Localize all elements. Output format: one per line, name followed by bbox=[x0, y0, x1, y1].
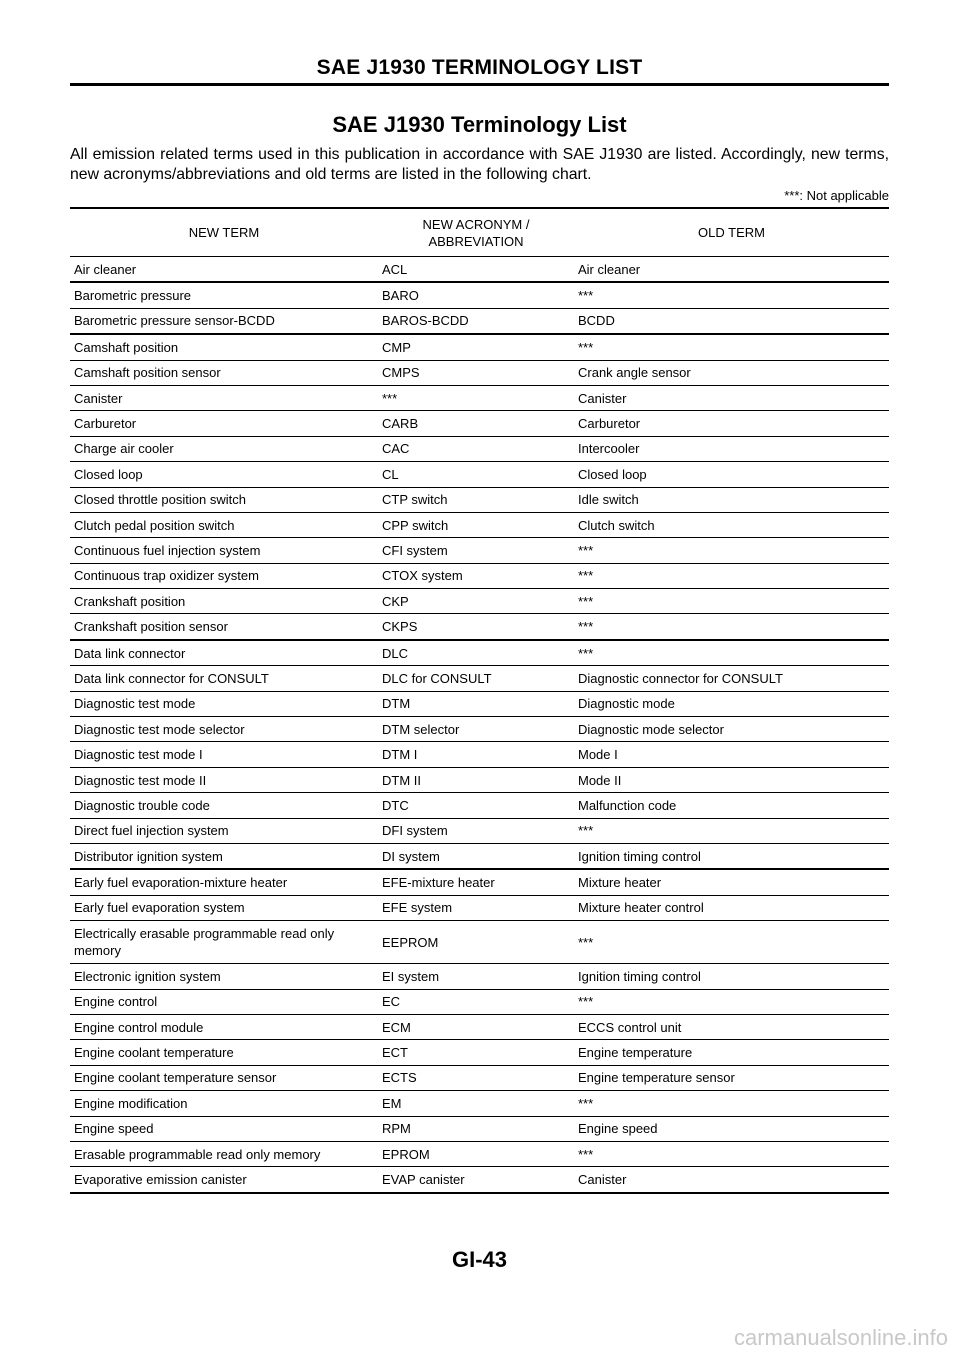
cell-new-acronym: CPP switch bbox=[378, 512, 574, 537]
cell-new-term: Engine coolant temperature bbox=[70, 1040, 378, 1065]
table-row bbox=[70, 334, 889, 360]
cell-new-term: Canister bbox=[70, 385, 378, 410]
cell-new-term: Clutch pedal position switch bbox=[70, 512, 378, 537]
cell-new-acronym: CAC bbox=[378, 436, 574, 461]
table-row bbox=[70, 869, 889, 895]
table-row bbox=[70, 691, 889, 716]
table-row bbox=[70, 767, 889, 792]
table-row bbox=[70, 436, 889, 461]
table-row bbox=[70, 818, 889, 843]
cell-new-acronym: EI system bbox=[378, 964, 574, 989]
table-body bbox=[70, 257, 889, 1193]
cell-new-acronym: DLC bbox=[378, 640, 574, 666]
cell-new-term: Engine control bbox=[70, 989, 378, 1014]
cell-old-term: *** bbox=[574, 589, 889, 614]
cell-old-term: Mixture heater bbox=[574, 869, 889, 895]
table-row bbox=[70, 640, 889, 666]
page-number: GI-43 bbox=[451, 1247, 508, 1272]
cell-new-acronym: EFE-mixture heater bbox=[378, 869, 574, 895]
cell-new-term: Electrically erasable programmable read only memory bbox=[70, 921, 378, 964]
cell-old-term: *** bbox=[574, 921, 889, 964]
cell-new-acronym: ACL bbox=[378, 257, 574, 283]
cell-new-acronym: CKP bbox=[378, 589, 574, 614]
cell-new-term: Diagnostic test mode II bbox=[70, 767, 378, 792]
table-row bbox=[70, 538, 889, 563]
table-row bbox=[70, 666, 889, 691]
cell-new-term: Electronic ignition system bbox=[70, 964, 378, 989]
cell-new-term: Data link connector bbox=[70, 640, 378, 666]
cell-new-acronym: EEPROM bbox=[378, 921, 574, 964]
cell-new-term: Engine control module bbox=[70, 1014, 378, 1039]
cell-new-term: Diagnostic trouble code bbox=[70, 793, 378, 818]
cell-old-term: Closed loop bbox=[574, 462, 889, 487]
cell-new-acronym: CKPS bbox=[378, 614, 574, 640]
cell-new-term: Evaporative emission canister bbox=[70, 1167, 378, 1193]
table-row bbox=[70, 843, 889, 869]
cell-new-term: Camshaft position sensor bbox=[70, 360, 378, 385]
header-rule bbox=[70, 83, 889, 86]
table-row bbox=[70, 512, 889, 537]
cell-old-term: *** bbox=[574, 614, 889, 640]
cell-old-term: *** bbox=[574, 818, 889, 843]
cell-new-term: Engine coolant temperature sensor bbox=[70, 1065, 378, 1090]
cell-old-term: *** bbox=[574, 334, 889, 360]
cell-old-term: Mode I bbox=[574, 742, 889, 767]
cell-new-term: Diagnostic test mode selector bbox=[70, 717, 378, 742]
table-row bbox=[70, 411, 889, 436]
table-row bbox=[70, 487, 889, 512]
cell-old-term: Clutch switch bbox=[574, 512, 889, 537]
table-row bbox=[70, 717, 889, 742]
cell-new-term: Closed loop bbox=[70, 462, 378, 487]
cell-new-acronym: DLC for CONSULT bbox=[378, 666, 574, 691]
section-title: SAE J1930 Terminology List bbox=[332, 112, 627, 137]
cell-new-acronym: BAROS-BCDD bbox=[378, 308, 574, 334]
cell-new-term: Air cleaner bbox=[70, 257, 378, 283]
cell-new-acronym: CL bbox=[378, 462, 574, 487]
page-header-title: SAE J1930 TERMINOLOGY LIST bbox=[316, 56, 643, 79]
cell-new-acronym: RPM bbox=[378, 1116, 574, 1141]
cell-old-term: Carburetor bbox=[574, 411, 889, 436]
cell-new-term: Continuous fuel injection system bbox=[70, 538, 378, 563]
table-row bbox=[70, 257, 889, 283]
cell-new-term: Crankshaft position bbox=[70, 589, 378, 614]
table-row bbox=[70, 563, 889, 588]
cell-new-acronym: EFE system bbox=[378, 895, 574, 920]
cell-old-term: *** bbox=[574, 989, 889, 1014]
table-row bbox=[70, 360, 889, 385]
table-header bbox=[70, 208, 889, 257]
cell-old-term: Mixture heater control bbox=[574, 895, 889, 920]
cell-new-term: Carburetor bbox=[70, 411, 378, 436]
table-row bbox=[70, 1014, 889, 1039]
cell-new-acronym: DTM I bbox=[378, 742, 574, 767]
cell-new-acronym: DTM bbox=[378, 691, 574, 716]
cell-old-term: Air cleaner bbox=[574, 257, 889, 283]
not-applicable-note: ***: Not applicable bbox=[784, 188, 889, 203]
cell-new-acronym: ECM bbox=[378, 1014, 574, 1039]
cell-new-acronym: CTP switch bbox=[378, 487, 574, 512]
header-new-term: NEW TERM bbox=[70, 208, 378, 257]
cell-new-acronym: BARO bbox=[378, 282, 574, 308]
header-old-term: OLD TERM bbox=[574, 208, 889, 257]
table-row bbox=[70, 1091, 889, 1116]
table-row bbox=[70, 282, 889, 308]
cell-new-term: Barometric pressure bbox=[70, 282, 378, 308]
cell-old-term: Engine temperature bbox=[574, 1040, 889, 1065]
intro-paragraph: All emission related terms used in this publication in accordance with SAE J1930 are listed. Accordingly, new terms, new acronyms/abbreviations and old terms are listed in the following chart. bbox=[70, 146, 889, 183]
cell-new-term: Engine modification bbox=[70, 1091, 378, 1116]
cell-old-term: Diagnostic mode bbox=[574, 691, 889, 716]
cell-new-term: Erasable programmable read only memory bbox=[70, 1141, 378, 1166]
cell-old-term: BCDD bbox=[574, 308, 889, 334]
cell-new-acronym: DI system bbox=[378, 843, 574, 869]
cell-old-term: *** bbox=[574, 1141, 889, 1166]
cell-old-term: *** bbox=[574, 563, 889, 588]
cell-new-acronym: CARB bbox=[378, 411, 574, 436]
cell-new-acronym: DTM selector bbox=[378, 717, 574, 742]
cell-new-term: Closed throttle position switch bbox=[70, 487, 378, 512]
table-row bbox=[70, 921, 889, 964]
terminology-table bbox=[70, 207, 889, 1194]
cell-new-term: Diagnostic test mode I bbox=[70, 742, 378, 767]
cell-new-term: Camshaft position bbox=[70, 334, 378, 360]
table-row bbox=[70, 308, 889, 334]
table-row bbox=[70, 589, 889, 614]
cell-new-acronym: DTC bbox=[378, 793, 574, 818]
cell-new-term: Distributor ignition system bbox=[70, 843, 378, 869]
cell-old-term: *** bbox=[574, 538, 889, 563]
table-row bbox=[70, 793, 889, 818]
cell-new-term: Data link connector for CONSULT bbox=[70, 666, 378, 691]
cell-new-acronym: EC bbox=[378, 989, 574, 1014]
cell-new-acronym: CTOX system bbox=[378, 563, 574, 588]
cell-old-term: Intercooler bbox=[574, 436, 889, 461]
cell-new-acronym: DFI system bbox=[378, 818, 574, 843]
table-row bbox=[70, 1116, 889, 1141]
cell-old-term: Crank angle sensor bbox=[574, 360, 889, 385]
cell-new-term: Charge air cooler bbox=[70, 436, 378, 461]
cell-new-acronym: ECTS bbox=[378, 1065, 574, 1090]
cell-new-term: Early fuel evaporation system bbox=[70, 895, 378, 920]
table-row bbox=[70, 742, 889, 767]
cell-new-acronym: CFI system bbox=[378, 538, 574, 563]
table-row bbox=[70, 964, 889, 989]
cell-old-term: Engine temperature sensor bbox=[574, 1065, 889, 1090]
cell-old-term: Mode II bbox=[574, 767, 889, 792]
cell-old-term: Ignition timing control bbox=[574, 964, 889, 989]
cell-new-term: Engine speed bbox=[70, 1116, 378, 1141]
cell-new-term: Continuous trap oxidizer system bbox=[70, 563, 378, 588]
cell-old-term: Canister bbox=[574, 1167, 889, 1193]
cell-new-acronym: DTM II bbox=[378, 767, 574, 792]
table-row bbox=[70, 989, 889, 1014]
cell-old-term: ECCS control unit bbox=[574, 1014, 889, 1039]
cell-new-acronym: CMP bbox=[378, 334, 574, 360]
table-row bbox=[70, 1141, 889, 1166]
cell-old-term: *** bbox=[574, 640, 889, 666]
cell-new-term: Diagnostic test mode bbox=[70, 691, 378, 716]
cell-new-acronym: EM bbox=[378, 1091, 574, 1116]
table-row bbox=[70, 1167, 889, 1193]
cell-old-term: Malfunction code bbox=[574, 793, 889, 818]
cell-new-term: Crankshaft position sensor bbox=[70, 614, 378, 640]
cell-new-term: Early fuel evaporation-mixture heater bbox=[70, 869, 378, 895]
cell-old-term: Diagnostic connector for CONSULT bbox=[574, 666, 889, 691]
watermark: carmanualsonline.info bbox=[733, 1325, 948, 1350]
cell-old-term: Canister bbox=[574, 385, 889, 410]
cell-old-term: Idle switch bbox=[574, 487, 889, 512]
table-row bbox=[70, 1040, 889, 1065]
cell-old-term: Diagnostic mode selector bbox=[574, 717, 889, 742]
cell-old-term: Ignition timing control bbox=[574, 843, 889, 869]
cell-new-acronym: EPROM bbox=[378, 1141, 574, 1166]
table-row bbox=[70, 614, 889, 640]
table-row bbox=[70, 895, 889, 920]
cell-new-acronym: *** bbox=[378, 385, 574, 410]
cell-new-acronym: EVAP canister bbox=[378, 1167, 574, 1193]
table-row bbox=[70, 1065, 889, 1090]
cell-new-term: Barometric pressure sensor-BCDD bbox=[70, 308, 378, 334]
cell-new-term: Direct fuel injection system bbox=[70, 818, 378, 843]
cell-old-term: *** bbox=[574, 1091, 889, 1116]
table-row bbox=[70, 462, 889, 487]
table-row bbox=[70, 385, 889, 410]
cell-new-acronym: ECT bbox=[378, 1040, 574, 1065]
cell-old-term: *** bbox=[574, 282, 889, 308]
cell-old-term: Engine speed bbox=[574, 1116, 889, 1141]
cell-new-acronym: CMPS bbox=[378, 360, 574, 385]
header-new-acronym: NEW ACRONYM / ABBREVIATION bbox=[378, 208, 574, 257]
